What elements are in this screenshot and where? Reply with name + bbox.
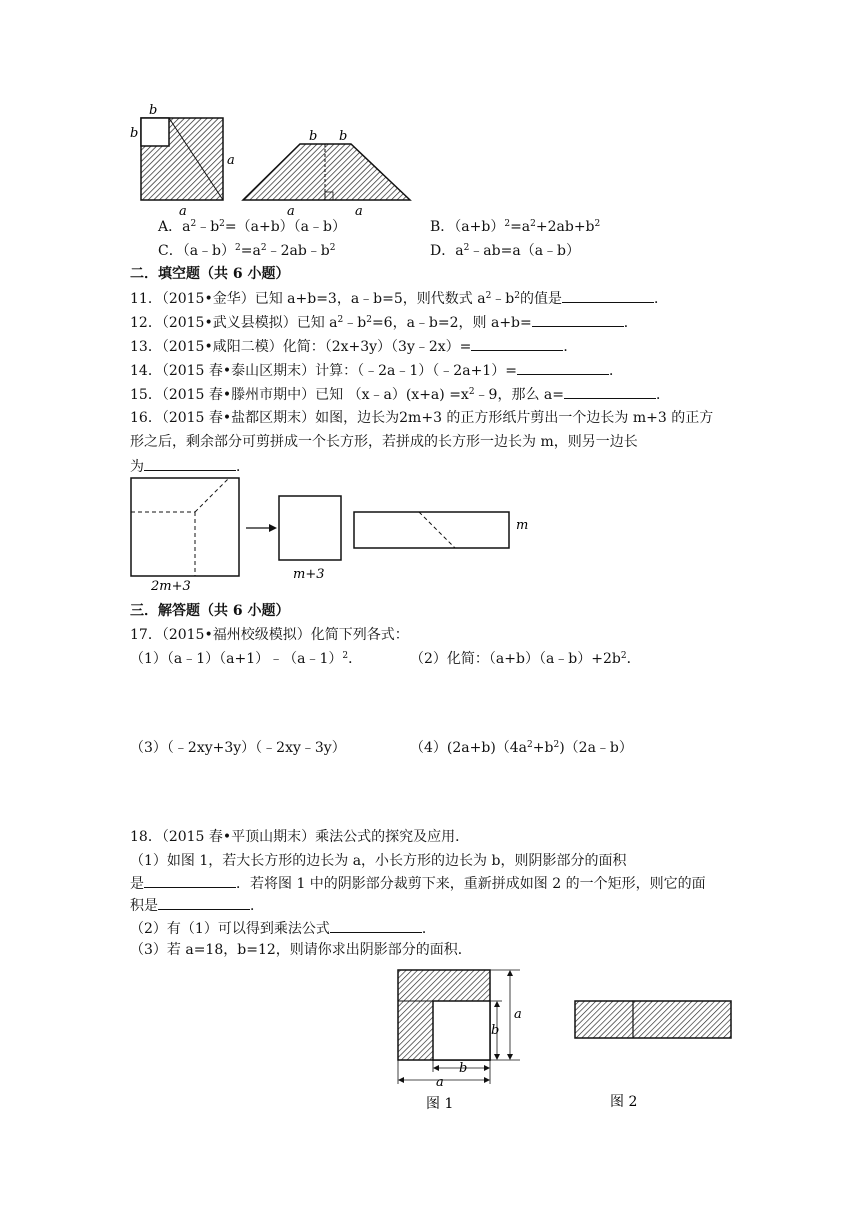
q17-part2 (410, 649, 641, 669)
exp: 2 (235, 243, 241, 253)
fig1-label-b-bottom: b (459, 1061, 468, 1076)
q17-part4-post: )（2a﹣b） (559, 740, 633, 756)
exp: 2 (219, 219, 225, 229)
arrow-icon (269, 524, 277, 532)
q13-end: ． (563, 339, 578, 355)
q16-line1: 16．（2015 春•盐都区期末）如图，边长为2m+3 的正方形纸片剪出一个边长为 m+3 的正方 (130, 410, 714, 426)
exp: 2 (553, 740, 560, 750)
q16-line3-end: ． (236, 459, 250, 475)
option-c-post: ﹣2ab﹣b (266, 243, 330, 259)
exp: 2 (504, 219, 511, 229)
q18-line2-pre: 是 (130, 876, 144, 892)
fig1-inner-square (433, 1001, 490, 1060)
q17-part4 (410, 738, 633, 758)
q10-label-a-right: a (227, 153, 235, 168)
fig2-rectangle-shaded (575, 1001, 731, 1038)
exp: 2 (620, 651, 627, 661)
option-d-text: D．a (430, 243, 464, 259)
q18-line4 (130, 918, 436, 939)
q18-line2-post: ．若将图 1 中的阴影部分裁剪下来，重新拼成如图 2 的一个矩形，则它的面 (236, 876, 706, 892)
q12-mid: ﹣b (343, 315, 367, 331)
q16-big-square (131, 478, 239, 576)
q18-line3 (130, 895, 264, 916)
answer-blank[interactable] (517, 360, 609, 375)
q11-post: 的值是 (520, 291, 563, 307)
q12 (130, 312, 638, 333)
q18-figure (380, 962, 750, 1112)
exp: 2 (329, 243, 336, 253)
option-d-post: ﹣ab=a（a﹣b） (469, 243, 581, 259)
q14-end: ． (608, 363, 623, 379)
q11-text: 11．（2015•金华）已知 a+b=3，a﹣b=5，则代数式 a (130, 291, 486, 307)
q18-line4-end: ． (421, 921, 436, 937)
answer-blank[interactable] (562, 288, 654, 303)
answer-blank[interactable] (330, 918, 422, 933)
exp: 2 (468, 387, 475, 397)
answer-blank[interactable] (144, 456, 236, 471)
q17-part3: （3）（﹣2xy+3y）（﹣2xy﹣3y） (130, 740, 346, 756)
option-b-mid: =a (510, 219, 531, 235)
option-b (430, 217, 600, 237)
q10-small-square (141, 118, 169, 146)
fig1-caption: 图 1 (426, 1096, 454, 1112)
q11-mid: ﹣b (491, 291, 515, 307)
q18-title: 18．（2015 春•平顶山期末）乘法公式的探究及应用． (130, 829, 470, 845)
q10-label-b-left: b (130, 126, 139, 141)
q17-part4-text: （4）(2a+b)（4a (410, 740, 528, 756)
fig1-label-a-right: a (514, 1007, 522, 1022)
q17-part4-mid: +b (532, 740, 554, 756)
section3-title: 三．解答题（共 6 小题） (130, 603, 290, 619)
exp: 2 (366, 315, 372, 325)
q14-text: 14．（2015 春•泰山区期末）计算：（﹣2a﹣1）（﹣2a+1）= (130, 363, 517, 379)
q10-label-trap-a1: a (287, 204, 295, 219)
exp: 2 (190, 219, 197, 229)
q12-text: 12．（2015•武义县模拟）已知 a (130, 315, 338, 331)
q16-label-big: 2m+3 (151, 579, 191, 594)
option-a-mid: ﹣b (196, 219, 220, 235)
q17-part2-end: ． (626, 651, 641, 667)
q16-small-square (279, 496, 341, 560)
answer-blank[interactable] (144, 873, 236, 888)
q10-label-b-top: b (149, 103, 158, 118)
exp: 2 (337, 315, 344, 325)
option-b-post: +2ab+b (535, 219, 595, 235)
exp: 2 (527, 740, 533, 750)
exp: 2 (485, 291, 492, 301)
q10-label-a-bottom: a (179, 204, 187, 219)
q13-text: 13．（2015•咸阳二模）化简：（2x+3y）（3y﹣2x）= (130, 339, 472, 355)
q17-part2-text: （2）化简：（a+b）（a﹣b）+2b (410, 651, 621, 667)
q13 (130, 336, 577, 357)
q16-rectangle (354, 512, 509, 548)
answer-blank[interactable] (471, 336, 563, 351)
answer-blank[interactable] (564, 384, 656, 399)
q18-line2 (130, 873, 706, 894)
fig2-caption: 图 2 (610, 1094, 638, 1110)
q16-label-small: m+3 (293, 567, 325, 582)
q18-line3-pre: 积是 (130, 898, 158, 914)
q18-line1: （1）如图 1，若大长方形的边长为 a，小长方形的边长为 b，则阴影部分的面积 (130, 853, 627, 869)
exp: 2 (463, 243, 470, 253)
option-c (158, 241, 336, 261)
answer-blank[interactable] (532, 312, 624, 327)
q18-line4-pre: （2）有（1）可以得到乘法公式 (130, 921, 330, 937)
q12-end: ． (623, 315, 638, 331)
q17-part1 (130, 649, 362, 669)
option-b-text: B．（a+b） (430, 219, 505, 235)
q15-text: 15．（2015 春•滕州市期中）已知 （x﹣a）(x+a) =x (130, 387, 469, 403)
q15-end: ． (656, 387, 670, 403)
q11 (130, 288, 668, 309)
exp: 2 (260, 243, 267, 253)
q11-end: ． (654, 291, 669, 307)
q12-post: =6，a﹣b=2，则 a+b= (371, 315, 532, 331)
q16-label-rect: m (516, 518, 529, 533)
q16-figure (125, 474, 545, 594)
fig1-label-b-right: b (491, 1023, 500, 1038)
q18-line3-end: ． (250, 898, 264, 914)
fig1-label-a-bottom: a (436, 1075, 444, 1090)
q10-label-trap-a2: a (355, 204, 363, 219)
q10-label-trap-b2: b (339, 129, 348, 144)
option-c-mid: =a (240, 243, 261, 259)
q17-part1-end: ． (348, 651, 363, 667)
q18-line5: （3）若 a=18，b=12，则请你求出阴影部分的面积． (130, 942, 472, 958)
q10-figure (125, 98, 545, 218)
q10-label-trap-b1: b (309, 129, 318, 144)
exp: 2 (342, 651, 349, 661)
q16-line3-pre: 为 (130, 459, 144, 475)
q15 (130, 384, 670, 405)
answer-blank[interactable] (158, 895, 250, 910)
option-d (430, 241, 580, 261)
q16-line2: 形之后，剩余部分可剪拼成一个长方形，若拼成的长方形一边长为 m，则另一边长 (130, 434, 638, 450)
q17-title: 17．（2015•福州校级模拟）化简下列各式： (130, 627, 409, 643)
option-a-post: =（a+b）（a﹣b） (224, 219, 346, 235)
q17-part1-text: （1）（a﹣1）（a+1）﹣（a﹣1） (130, 651, 343, 667)
option-c-text: C．（a﹣b） (158, 243, 236, 259)
q14 (130, 360, 623, 381)
option-a (158, 217, 346, 237)
option-a-text: A．a (158, 219, 191, 235)
q15-post: ﹣9，那么 a= (474, 387, 564, 403)
exp: 2 (514, 291, 521, 301)
section2-title: 二．填空题（共 6 小题） (130, 266, 290, 282)
exp: 2 (594, 219, 601, 229)
exp: 2 (530, 219, 536, 229)
